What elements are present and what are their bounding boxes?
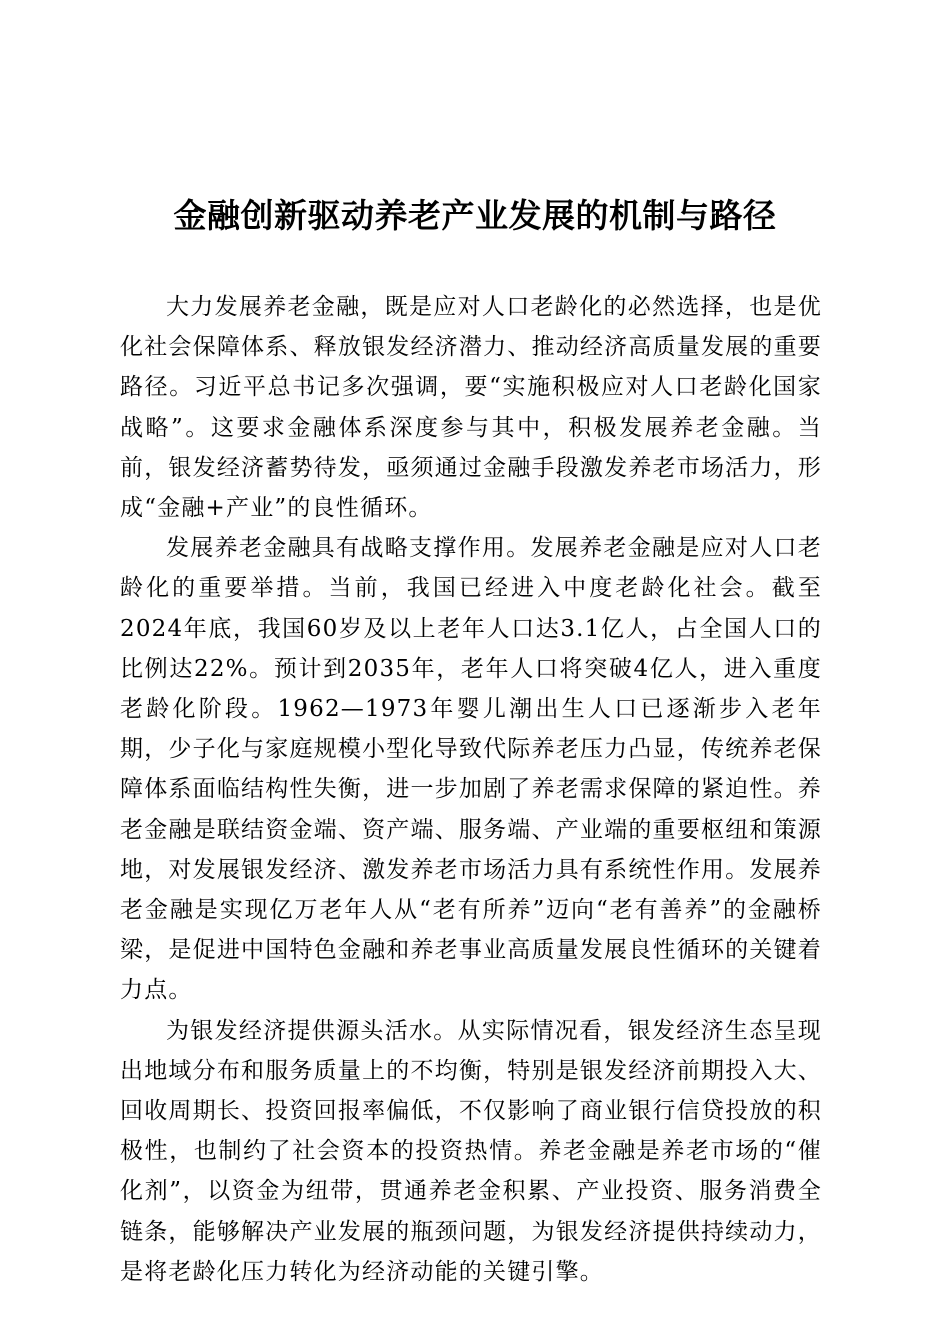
paragraph-3: 为银发经济提供源头活水。从实际情况看，银发经济生态呈现出地域分布和服务质量上的不均衡，特别是银发经济前期投入大、回收周期长、投资回报率偏低，不仅影响了商业银行信贷投放的积极性，也制约了社会资本的投资热情。养老金融是养老市场的“催化剂”，以资金为纽带，贯通养老金积累、产业投资、服务消费全链条，能够解决产业发展的瓶颈问题，为银发经济提供持续动力，是将老龄化压力转化为经济动能的关键引擎。 xyxy=(120,1017,822,1285)
document-title: 金融创新驱动养老产业发展的机制与路径 xyxy=(173,196,777,235)
paragraph-1: 大力发展养老金融，既是应对人口老龄化的必然选择，也是优化社会保障体系、释放银发经济潜力、推动经济高质量发展的重要路径。习近平总书记多次强调，要“实施积极应对人口老龄化国家战略”。这要求金融体系深度参与其中，积极发展养老金融。当前，银发经济蓄势待发，亟须通过金融手段激发养老市场活力，形成“金融+产业”的良性循环。 xyxy=(120,294,822,522)
paragraph-2: 发展养老金融具有战略支撑作用。发展养老金融是应对人口老龄化的重要举措。当前，我国已经进入中度老龄化社会。截至2024年底，我国60岁及以上老年人口达3.1亿人，占全国人口的比例达22%。预计到2035年，老年人口将突破4亿人，进入重度老龄化阶段。1962—1973年婴儿潮出生人口已逐渐步入老年期，少子化与家庭规模小型化导致代际养老压力凸显，传统养老保障体系面临结构性失衡，进一步加剧了养老需求保障的紧迫性。养老金融是联结资金端、资产端、服务端、产业端的重要枢纽和策源地，对发展银发经济、激发养老市场活力具有系统性作用。发展养老金融是实现亿万老年人从“老有所养”迈向“老有善养”的金融桥梁，是促进中国特色金融和养老事业高质量发展良性循环的关键着力点。 xyxy=(120,535,822,1004)
document-body xyxy=(120,287,822,1292)
